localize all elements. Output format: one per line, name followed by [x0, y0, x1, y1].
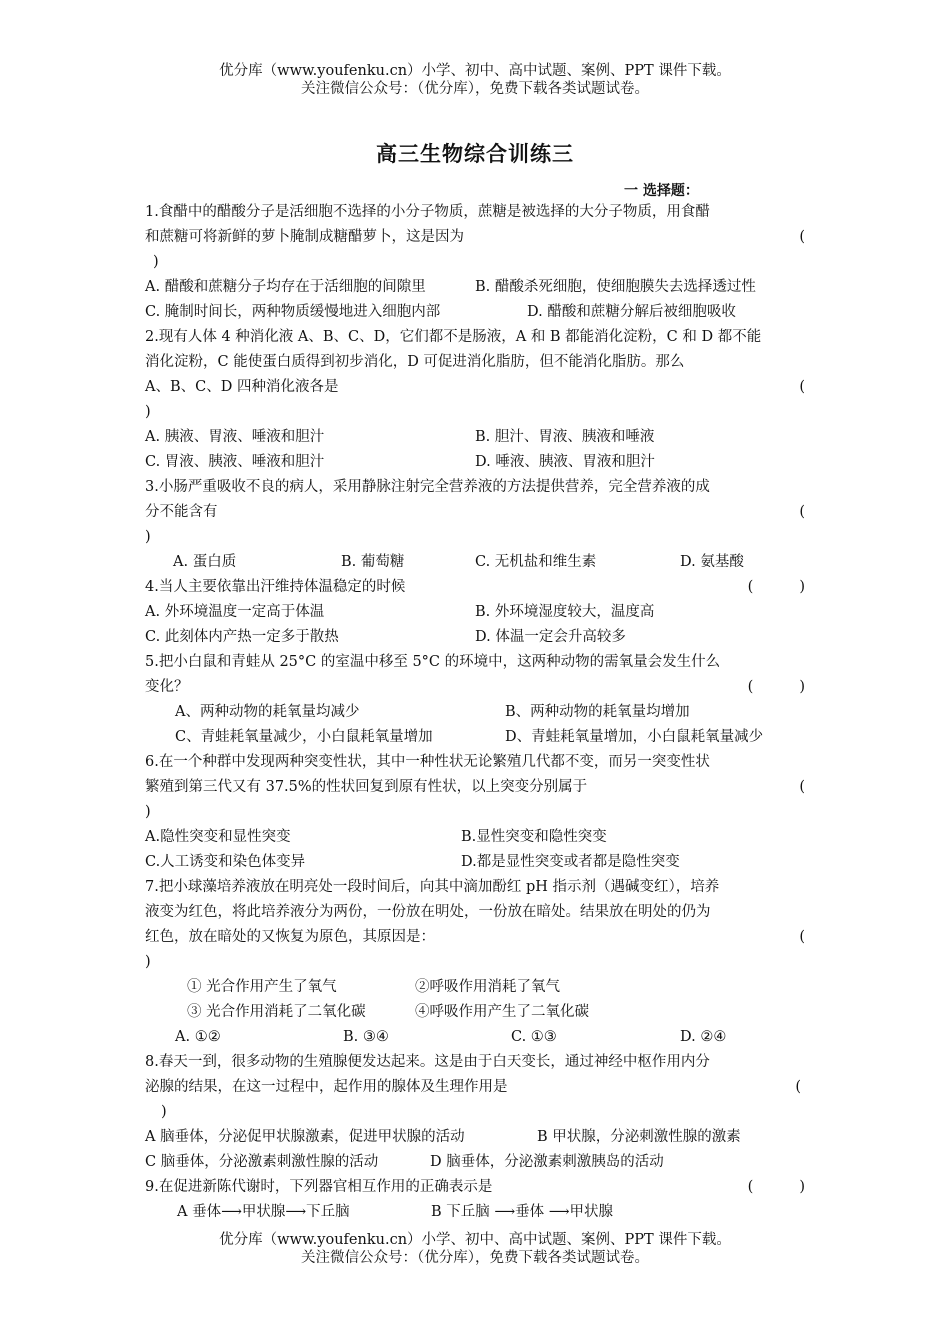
- q6-option-b: B.显性突变和隐性突变: [461, 829, 607, 845]
- q6-options-ab: [145, 825, 805, 850]
- q7-statement-2: ②呼吸作用消耗了氧气: [415, 979, 560, 995]
- q2-option-d: D. 唾液、胰液、胃液和胆汁: [475, 454, 655, 470]
- footer-line-2: 关注微信公众号：（优分库），免费下载各类试题试卷。: [301, 1250, 649, 1266]
- q2-line-2: 消化淀粉，C 能使蛋白质得到初步消化，D 可促进消化脂肪，但不能消化脂肪。那么: [145, 354, 685, 370]
- q2-options-ab: [145, 425, 805, 450]
- q6-option-a: A.隐性突变和显性突变: [145, 829, 291, 845]
- q8-options-cd: [145, 1150, 805, 1175]
- q2-option-a: A. 胰液、胃液、唾液和胆汁: [145, 429, 325, 445]
- header-line-2: 关注微信公众号：（优分库），免费下载各类试题试卷。: [301, 81, 649, 97]
- q4-option-a: A. 外环境温度一定高于体温: [145, 604, 325, 620]
- q7-option-c: C. ①③: [511, 1029, 557, 1045]
- q8-line-2: [145, 1075, 805, 1100]
- q1-line-2: [145, 225, 805, 250]
- q8-bracket-open: (: [795, 1079, 801, 1095]
- q8-option-b: B 甲状腺，分泌刺激性腺的激素: [537, 1129, 741, 1145]
- footer-line-1: 优分库（www.youfenku.cn）小学、初中、高中试题、案例、PPT 课件下载。: [219, 1232, 731, 1248]
- q7-bracket-open: (: [799, 929, 805, 945]
- q7-line-3: [145, 925, 805, 950]
- q6-option-c: C.人工诱变和染色体变异: [145, 854, 306, 870]
- q1-option-b: B. 醋酸杀死细胞，使细胞膜失去选择透过性: [475, 279, 756, 295]
- q7-options: [145, 1025, 805, 1050]
- q9-options: [145, 1200, 805, 1225]
- q7-option-a: A. ①②: [175, 1029, 221, 1045]
- q6-options-cd: [145, 850, 805, 875]
- q2-line-1: 2.现有人体 4 种消化液 A、B、C、D，它们都不是肠液，A 和 B 都能消化淀粉，C 和 D 都不能: [145, 329, 762, 345]
- q3-bracket-close: ): [145, 529, 151, 545]
- q9-line-1: [145, 1175, 805, 1200]
- q8-option-d: D 脑垂体，分泌激素刺激胰岛的活动: [430, 1154, 664, 1170]
- q1-option-d: D. 醋酸和蔗糖分解后被细胞吸收: [527, 304, 736, 320]
- q8-bracket-close: ): [161, 1104, 167, 1120]
- q7-statement-1: ① 光合作用产生了氧气: [187, 979, 337, 995]
- q3-line-1: 3.小肠严重吸收不良的病人，采用静脉注射完全营养液的方法提供营养，完全营养液的成: [145, 479, 710, 495]
- q9-option-a: A 垂体⟶甲状腺⟶下丘脑: [177, 1204, 350, 1220]
- q6-option-d: D.都是显性突变或者都是隐性突变: [461, 854, 680, 870]
- q1-option-a: A. 醋酸和蔗糖分子均存在于活细胞的间隙里: [145, 279, 426, 295]
- q2-bracket-close: ): [145, 404, 151, 420]
- q3-option-c: C. 无机盐和维生素: [475, 554, 597, 570]
- q7-option-d: D. ②④: [680, 1029, 727, 1045]
- q1-options-ab: [145, 275, 805, 300]
- q2-option-b: B. 胆汁、胃液、胰液和唾液: [475, 429, 655, 445]
- q9-stem: 9.在促进新陈代谢时，下列器官相互作用的正确表示是: [145, 1179, 493, 1195]
- header-line-1: 优分库（www.youfenku.cn）小学、初中、高中试题、案例、PPT 课件下载。: [219, 63, 731, 79]
- q3-line-2: [145, 500, 805, 525]
- q4-options-cd: [145, 625, 805, 650]
- q3-bracket-open: (: [799, 504, 805, 520]
- q7-line-1: 7.把小球藻培养液放在明亮处一段时间后，向其中滴加酚红 pH 指示剂（遇碱变红），培养: [145, 879, 720, 895]
- q2-line-3: [145, 375, 805, 400]
- q4-options-ab: [145, 600, 805, 625]
- q3-option-a: A. 蛋白质: [173, 554, 237, 570]
- q8-stem-end: 泌腺的结果，在这一过程中，起作用的腺体及生理作用是: [145, 1079, 508, 1095]
- page-title: 高三生物综合训练三: [376, 141, 574, 166]
- q2-bracket-open: (: [799, 379, 805, 395]
- q1-option-c: C. 腌制时间长，两种物质缓慢地进入细胞内部: [145, 304, 441, 320]
- question-list: [145, 200, 805, 1225]
- q8-line-1: 8.春天一到，很多动物的生殖腺便发达起来。这是由于白天变长，通过神经中枢作用内分: [145, 1054, 710, 1070]
- q1-stem-end: 和蔗糖可将新鲜的萝卜腌制成糖醋萝卜，这是因为: [145, 229, 464, 245]
- q7-line-2: 液变为红色，将此培养液分为两份，一份放在明处，一份放在暗处。结果放在明处的仍为: [145, 904, 711, 920]
- q4-option-b: B. 外环境湿度较大，温度高: [475, 604, 655, 620]
- page-header: [0, 62, 950, 98]
- q5-line-1: 5.把小白鼠和青蛙从 25°C 的室温中移至 5°C 的环境中，这两种动物的需氧量会发生什么: [145, 654, 721, 670]
- q4-bracket: ( ): [747, 579, 805, 595]
- q7-statements-12: [145, 975, 805, 1000]
- section-heading: 一 选择题：: [624, 183, 699, 199]
- q4-option-d: D. 体温一定会升高较多: [475, 629, 626, 645]
- q2-options-cd: [145, 450, 805, 475]
- q5-options-ab: [145, 700, 805, 725]
- q1-options-cd: [145, 300, 805, 325]
- q7-option-b: B. ③④: [343, 1029, 389, 1045]
- q2-option-c: C. 胃液、胰液、唾液和胆汁: [145, 454, 325, 470]
- q5-option-b: B、两种动物的耗氧量均增加: [505, 704, 690, 720]
- q4-option-c: C. 此刻体内产热一定多于散热: [145, 629, 339, 645]
- q9-option-b: B 下丘脑 ⟶垂体 ⟶甲状腺: [431, 1204, 614, 1220]
- q1-line-1: 1.食醋中的醋酸分子是活细胞不选择的小分子物质，蔗糖是被选择的大分子物质，用食醋: [145, 204, 710, 220]
- q6-stem-end: 繁殖到第三代又有 37.5%的性状回复到原有性状，以上突变分别属于: [145, 779, 588, 795]
- q6-line-2: [145, 775, 805, 800]
- q4-stem: 4.当人主要依靠出汗维持体温稳定的时候: [145, 579, 406, 595]
- page-footer: [0, 1231, 950, 1267]
- q8-option-c: C 脑垂体，分泌激素刺激性腺的活动: [145, 1154, 379, 1170]
- q3-options: [145, 550, 805, 575]
- q5-bracket: ( ): [747, 679, 805, 695]
- q4-line-1: [145, 575, 805, 600]
- q7-statements-34: [145, 1000, 805, 1025]
- q7-statement-4: ④呼吸作用产生了二氧化碳: [415, 1004, 589, 1020]
- q5-options-cd: [145, 725, 805, 750]
- q5-stem-end: 变化？: [145, 679, 189, 695]
- q2-stem-end: A、B、C、D 四种消化液各是: [145, 379, 339, 395]
- q1-bracket-close: ): [153, 254, 159, 270]
- q3-option-b: B. 葡萄糖: [341, 554, 405, 570]
- q6-line-1: 6.在一个种群中发现两种突变性状，其中一种性状无论繁殖几代都不变，而另一突变性状: [145, 754, 710, 770]
- q7-stem-end: 红色，放在暗处的又恢复为原色，其原因是：: [145, 929, 435, 945]
- q9-bracket: ( ): [747, 1179, 805, 1195]
- q5-line-2: [145, 675, 805, 700]
- q5-option-c: C、青蛙耗氧量减少，小白鼠耗氧量增加: [175, 729, 433, 745]
- q5-option-d: D、青蛙耗氧量增加，小白鼠耗氧量减少: [505, 729, 764, 745]
- q1-bracket-open: (: [799, 229, 805, 245]
- q8-option-a: A 脑垂体，分泌促甲状腺激素，促进甲状腺的活动: [145, 1129, 465, 1145]
- q7-bracket-close: ): [145, 954, 151, 970]
- q3-stem-end: 分不能含有: [145, 504, 218, 520]
- q7-statement-3: ③ 光合作用消耗了二氧化碳: [187, 1004, 366, 1020]
- q6-bracket-open: (: [799, 779, 805, 795]
- q8-options-ab: [145, 1125, 805, 1150]
- q3-option-d: D. 氨基酸: [680, 554, 744, 570]
- q6-bracket-close: ): [145, 804, 151, 820]
- q5-option-a: A、两种动物的耗氧量均减少: [175, 704, 360, 720]
